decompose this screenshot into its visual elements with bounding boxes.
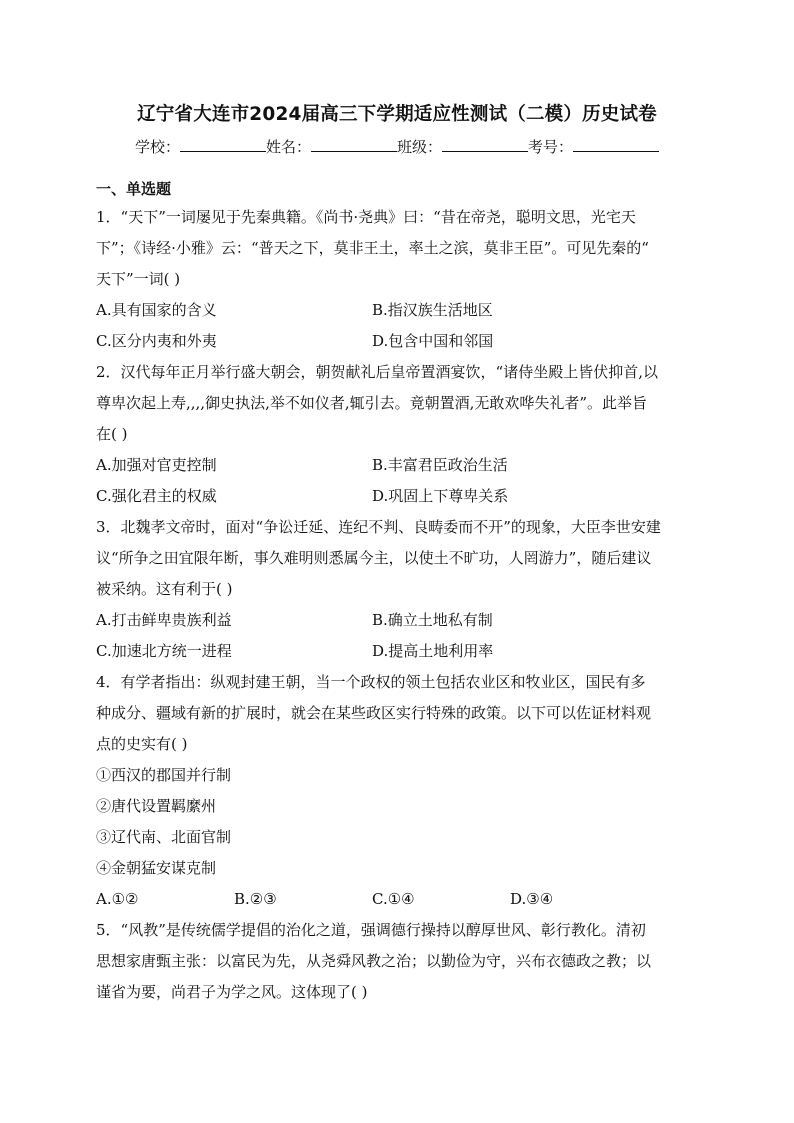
option-c[interactable]: C.区分内夷和外夷 <box>96 332 217 350</box>
question-line: 议“所争之田宜限年断，事久难明则悉属今主，以使土不旷功，人罔游力”，随后建议 <box>96 549 652 567</box>
question-5-stem <box>96 915 698 1008</box>
question-line: 下”；《诗经·小雅》云：“普天之下，莫非王土，率土之滨，莫非王臣”。可见先秦的“ <box>96 239 649 257</box>
question-line: 5．“风教”是传统儒学提倡的治化之道，强调德行操持以醇厚世风、彰行教化。清初 <box>96 921 646 939</box>
question-1-options <box>96 295 698 357</box>
question-4-stem <box>96 667 698 760</box>
question-1 <box>96 202 698 357</box>
option-a[interactable]: A.加强对官吏控制 <box>96 456 217 474</box>
name-blank <box>311 151 397 152</box>
option-d[interactable]: D.包含中国和邻国 <box>372 332 494 350</box>
name-field <box>266 136 397 157</box>
material-item: ①西汉的郡国并行制 <box>96 766 232 784</box>
name-label: 姓名： <box>265 138 311 156</box>
question-4-items <box>96 760 698 884</box>
exam-number-field <box>528 136 659 157</box>
question-4 <box>96 667 698 915</box>
option-b[interactable]: B.确立土地私有制 <box>372 611 493 629</box>
question-line: 天下”一词( ) <box>96 270 181 288</box>
class-label: 班级： <box>397 138 443 156</box>
question-5 <box>96 915 698 1008</box>
question-line: 2．汉代每年正月举行盛大朝会，朝贺献礼后皇帝置酒宴饮，“诸侍坐殿上皆伏抑首,以 <box>96 363 658 381</box>
question-line: 种成分、疆域有新的扩展时，就会在某些政区实行特殊的政策。以下可以佐证材料观 <box>96 704 652 722</box>
option-d[interactable]: D.巩固上下尊卑关系 <box>372 487 509 505</box>
question-2-options <box>96 450 698 512</box>
option-a[interactable]: A.①② <box>96 890 139 908</box>
exam-title: 辽宁省大连市2024届高三下学期适应性测试（二模）历史试卷 <box>137 104 657 125</box>
question-2-stem <box>96 357 698 450</box>
option-d[interactable]: D.提高土地利用率 <box>372 642 494 660</box>
question-line: 点的史实有( ) <box>96 735 188 753</box>
exam-number-blank <box>573 151 659 152</box>
material-item: ④金朝猛安谋克制 <box>96 859 217 877</box>
school-field <box>135 136 266 157</box>
option-c[interactable]: C.①④ <box>372 890 415 908</box>
material-item: ②唐代设置羁縻州 <box>96 797 217 815</box>
question-3-options <box>96 605 698 667</box>
question-line: 谨省为要，尚君子为学之风。这体现了( ) <box>96 983 368 1001</box>
question-2 <box>96 357 698 512</box>
option-c[interactable]: C.加速北方统一进程 <box>96 642 232 660</box>
section-title: 一、单选题 <box>96 180 172 198</box>
option-a[interactable]: A.具有国家的含义 <box>96 301 217 319</box>
material-item: ③辽代南、北面官制 <box>96 828 232 846</box>
class-field <box>397 136 528 157</box>
option-b[interactable]: B.指汉族生活地区 <box>372 301 493 319</box>
question-line: 被采纳。这有利于( ) <box>96 580 233 598</box>
question-line: 在( ) <box>96 425 128 443</box>
question-3-stem <box>96 512 698 605</box>
class-blank <box>442 151 528 152</box>
question-line: 尊卑次起上寿,,,,御史执法,举不如仪者,辄引去。竟朝置酒,无敢欢哗失礼者”。此举旨 <box>96 394 648 412</box>
question-line: 1．“天下”一词屡见于先秦典籍。《尚书·尧典》曰：“昔在帝尧，聪明文思，光宅天 <box>96 208 636 226</box>
school-blank <box>180 151 266 152</box>
option-b[interactable]: B.丰富君臣政治生活 <box>372 456 508 474</box>
option-d[interactable]: D.③④ <box>510 890 554 908</box>
exam-number-label: 考号： <box>528 138 574 156</box>
school-label: 学校： <box>134 138 180 156</box>
question-3 <box>96 512 698 667</box>
question-4-options <box>96 884 698 915</box>
option-c[interactable]: C.强化君主的权威 <box>96 487 217 505</box>
option-b[interactable]: B.②③ <box>234 890 277 908</box>
question-line: 3．北魏孝文帝时，面对“争讼迁延、连纪不判、良畴委而不开”的现象，大臣李世安建 <box>96 518 661 536</box>
question-1-stem <box>96 202 698 295</box>
student-info-line <box>96 131 698 157</box>
question-line: 思想家唐甄主张：以富民为先，从尧舜风教之治；以勤俭为守，兴布衣德政之教；以 <box>96 952 652 970</box>
option-a[interactable]: A.打击鲜卑贵族利益 <box>96 611 232 629</box>
question-line: 4．有学者指出：纵观封建王朝，当一个政权的领土包括农业区和牧业区，国民有多 <box>96 673 646 691</box>
